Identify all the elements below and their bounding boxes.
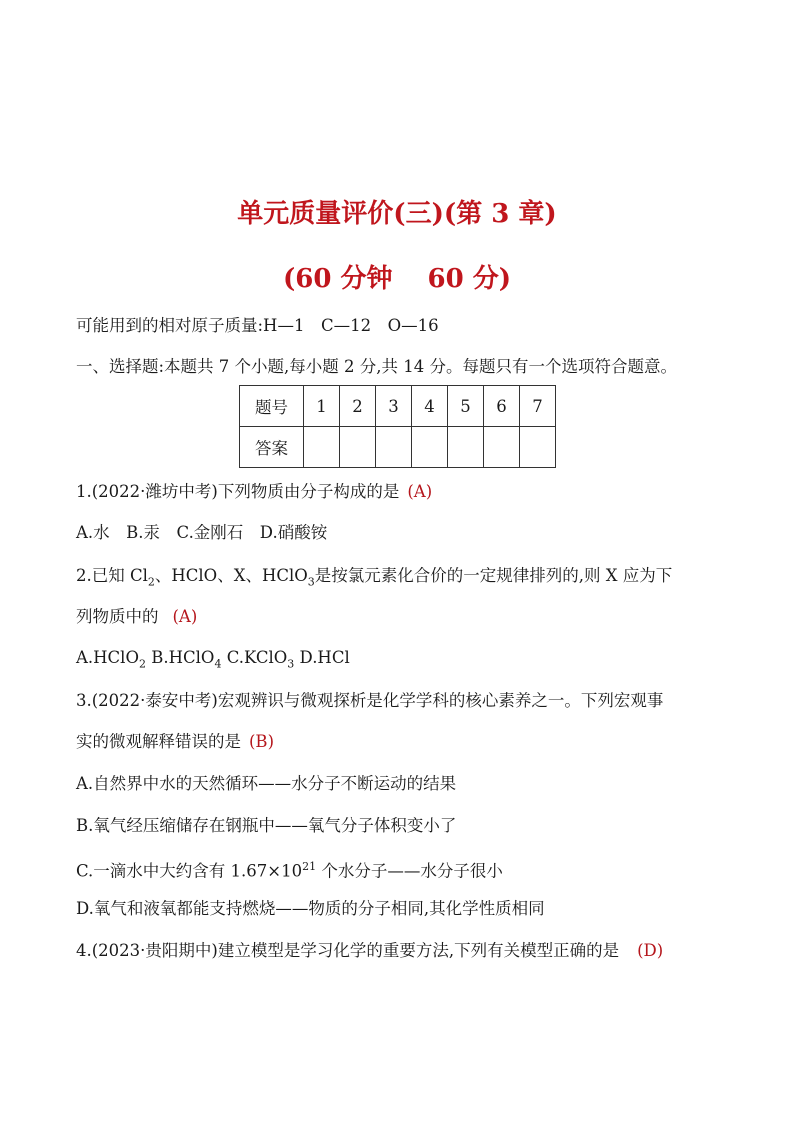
answer-table-answer-row <box>240 427 556 468</box>
table-number-cell: 7 <box>520 386 556 427</box>
table-number-cell: 4 <box>412 386 448 427</box>
question-3-stem: 3.(2022·泰安中考)宏观辨识与微观探析是化学学科的核心素养之一。下列宏观事 <box>76 691 664 710</box>
subscript: 2 <box>138 657 146 671</box>
subscript: 3 <box>287 657 295 671</box>
subscript: 2 <box>147 575 155 589</box>
question-text: 2.已知 Cl <box>76 566 148 585</box>
question-2-stem <box>76 565 672 593</box>
question-3-stem-line2 <box>76 731 274 753</box>
question-text: 1.(2022·潍坊中考)下列物质由分子构成的是 <box>76 482 400 501</box>
option-c: C.KClO <box>226 648 288 667</box>
table-number-cell: 3 <box>376 386 412 427</box>
question-1-options: A.水 B.汞 C.金刚石 D.硝酸铵 <box>76 523 328 542</box>
answer-blank-cell <box>412 427 448 468</box>
question-3-option-b: B.氧气经压缩储存在钢瓶中——氧气分子体积变小了 <box>76 816 457 835</box>
answer-table-number-row <box>240 386 556 427</box>
answer-table <box>239 385 556 468</box>
table-header-cell: 答案 <box>240 427 304 468</box>
option-text: 个水分子——水分子很小 <box>321 861 503 881</box>
question-text: 实的微观解释错误的是 <box>76 732 241 751</box>
subscript: 4 <box>214 657 222 671</box>
page-title: 单元质量评价(三)(第 3 章) <box>237 199 557 229</box>
page-subtitle: (60 分钟 60 分) <box>282 264 512 294</box>
table-header-cell: 题号 <box>240 386 304 427</box>
table-number-cell: 2 <box>340 386 376 427</box>
answer-blank-cell <box>304 427 340 468</box>
option-d: D.HCl <box>299 648 350 667</box>
question-2-options <box>76 647 350 675</box>
question-4-stem <box>76 940 663 962</box>
superscript: 21 <box>302 860 317 873</box>
answer-blank-cell <box>484 427 520 468</box>
question-3-option-c <box>76 856 503 883</box>
question-1-stem <box>76 481 432 503</box>
section-heading: 一、选择题:本题共 7 个小题,每小题 2 分,共 14 分。每题只有一个选项符合题意。 <box>76 357 678 376</box>
table-number-cell: 1 <box>304 386 340 427</box>
table-number-cell: 6 <box>484 386 520 427</box>
answer-blank-cell <box>340 427 376 468</box>
answer-mark: (B) <box>249 732 274 751</box>
question-text: 列物质中的 <box>76 607 159 626</box>
table-number-cell: 5 <box>448 386 484 427</box>
question-text: 、HClO、X、HClO <box>154 566 308 585</box>
question-text: 是按氯元素化合价的一定规律排列的,则 X 应为下 <box>314 566 673 585</box>
question-3-option-d: D.氧气和液氧都能支持燃烧——物质的分子相同,其化学性质相同 <box>76 899 545 918</box>
answer-blank-cell <box>520 427 556 468</box>
answer-mark: (A) <box>172 607 198 626</box>
option-text: C.一滴水中大约含有 1.67×10 <box>76 861 303 881</box>
subscript: 3 <box>307 575 315 589</box>
option-a: A.HClO <box>76 648 139 667</box>
question-text: 4.(2023·贵阳期中)建立模型是学习化学的重要方法,下列有关模型正确的是 <box>76 941 620 960</box>
question-3-option-a: A.自然界中水的天然循环——水分子不断运动的结果 <box>76 774 457 793</box>
question-2-stem-line2 <box>76 606 197 628</box>
answer-mark: (A) <box>407 482 433 501</box>
atomic-mass-line: 可能用到的相对原子质量:H—1 C—12 O—16 <box>76 316 439 335</box>
answer-blank-cell <box>376 427 412 468</box>
option-b: B.HClO <box>151 648 215 667</box>
answer-mark: (D) <box>637 941 664 960</box>
answer-blank-cell <box>448 427 484 468</box>
